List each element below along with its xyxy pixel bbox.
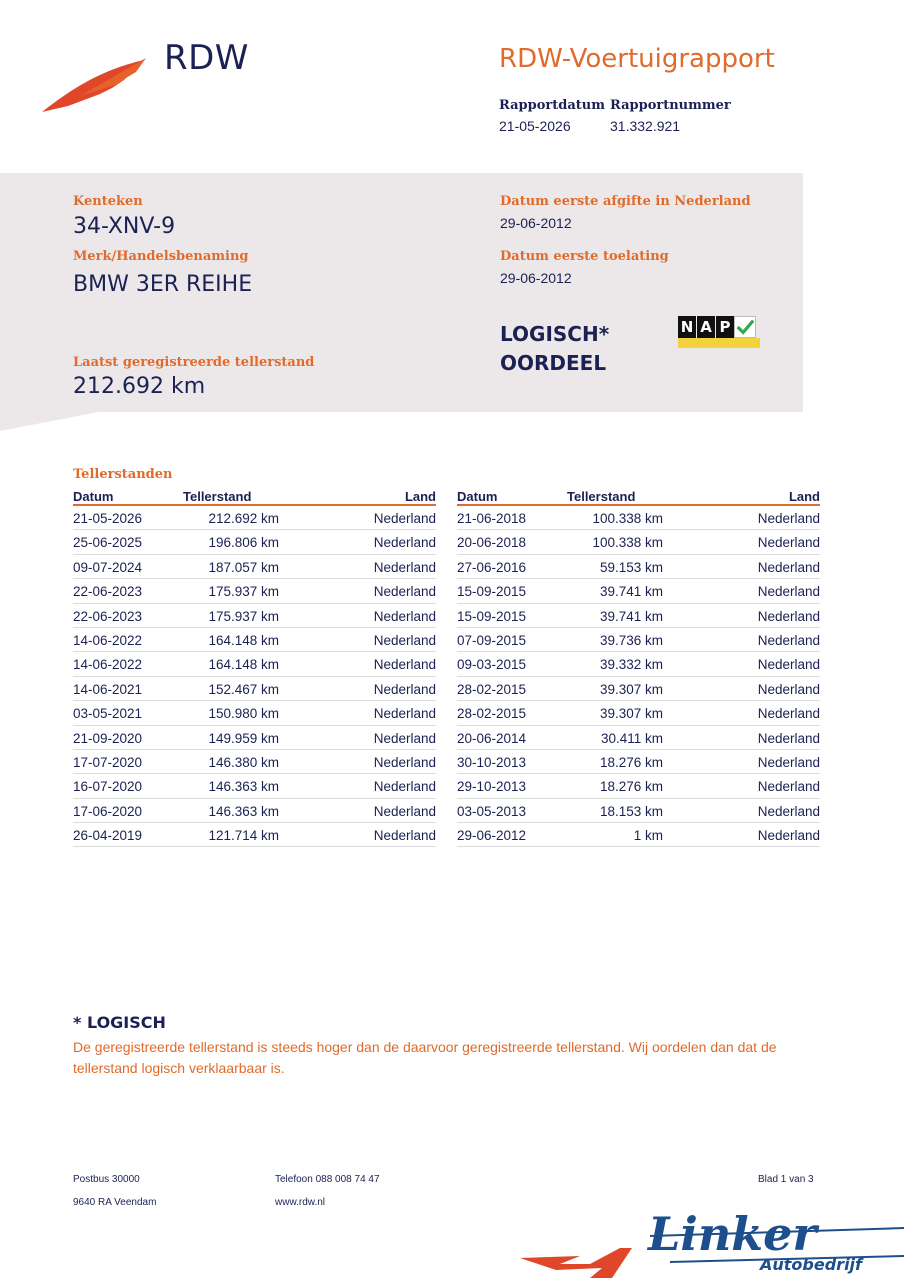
reading-country: Nederland (373, 779, 436, 795)
reading-country: Nederland (757, 584, 820, 600)
readings-table-right (457, 489, 820, 847)
reading-country: Nederland (757, 706, 820, 722)
reading-country: Nederland (757, 779, 820, 795)
table-row (73, 579, 436, 603)
reading-country: Nederland (757, 511, 820, 526)
reading-date: 29-06-2012 (457, 828, 527, 844)
reading-date: 03-05-2021 (73, 706, 143, 722)
reading-km: 39.332 km (599, 657, 663, 673)
table-header (457, 489, 820, 506)
col-country: Land (788, 489, 820, 504)
reading-km: 30.411 km (600, 730, 663, 746)
reading-country: Nederland (373, 608, 436, 624)
reading-country: Nederland (757, 803, 820, 819)
plate-label: Kenteken (73, 194, 143, 209)
verdict-line-2: OORDEEL (500, 351, 607, 375)
reading-date: 14-06-2022 (73, 632, 143, 648)
note-title: * LOGISCH (73, 1013, 166, 1032)
reading-date: 14-06-2021 (73, 681, 143, 697)
footer-web[interactable]: www.rdw.nl (275, 1197, 326, 1208)
reading-date: 30-10-2013 (457, 754, 527, 770)
reading-km: 39.741 km (599, 608, 663, 624)
table-row (73, 823, 436, 847)
table-row (457, 652, 820, 676)
reading-km: 59.153 km (599, 559, 663, 575)
reading-country: Nederland (373, 730, 436, 746)
reading-km: 152.467 km (208, 681, 279, 697)
col-country: Land (404, 489, 436, 504)
table-row (73, 530, 436, 554)
reading-km: 100.338 km (592, 511, 663, 526)
report-number: 31.332.921 (610, 118, 681, 134)
footer-postbus: Postbus 30000 (73, 1174, 140, 1185)
reading-country: Nederland (373, 828, 436, 844)
table-row (73, 726, 436, 750)
reading-date: 29-10-2013 (457, 779, 527, 795)
reading-date: 28-02-2015 (457, 706, 527, 722)
reading-date: 26-04-2019 (73, 828, 143, 844)
dealer-logo (520, 1198, 904, 1280)
table-row (457, 701, 820, 725)
table-row (73, 750, 436, 774)
reading-km: 212.692 km (208, 511, 279, 526)
col-date: Datum (73, 489, 114, 504)
reading-km: 149.959 km (208, 730, 279, 746)
reading-date: 27-06-2016 (457, 559, 527, 575)
reading-country: Nederland (757, 828, 820, 844)
first-issue-value: 29-06-2012 (500, 215, 572, 231)
reading-country: Nederland (757, 657, 820, 673)
reading-km: 39.741 km (599, 584, 663, 600)
reading-country: Nederland (373, 803, 436, 819)
readings-table-left (73, 489, 436, 847)
reading-date: 25-06-2025 (73, 535, 143, 551)
reading-km: 150.980 km (208, 706, 279, 722)
reading-km: 18.153 km (599, 803, 663, 819)
table-row (457, 774, 820, 798)
reading-date: 21-05-2026 (73, 511, 143, 526)
nap-badge (678, 316, 760, 348)
table-row (73, 555, 436, 579)
reading-country: Nederland (373, 559, 436, 575)
dealer-name: Linker (648, 1207, 817, 1261)
first-admission-value: 29-06-2012 (500, 270, 572, 286)
footer-page: Blad 1 van 3 (758, 1174, 814, 1185)
report-number-label: Rapportnummer (610, 98, 731, 113)
table-row (457, 506, 820, 530)
reading-date: 09-03-2015 (457, 657, 527, 673)
col-km: Tellerstand (183, 489, 252, 504)
nap-letter-p: P (716, 316, 734, 338)
make-label: Merk/Handelsbenaming (73, 249, 249, 264)
table-row (73, 604, 436, 628)
summary-panel-tail (0, 411, 104, 431)
reading-date: 03-05-2013 (457, 803, 527, 819)
check-icon (734, 316, 756, 338)
reading-km: 146.363 km (208, 803, 279, 819)
reading-km: 164.148 km (208, 657, 279, 673)
reading-country: Nederland (757, 535, 820, 551)
table-row (73, 652, 436, 676)
odometer-value: 212.692 km (73, 374, 206, 399)
table-row (457, 530, 820, 554)
reading-date: 21-06-2018 (457, 511, 527, 526)
report-date-label: Rapportdatum (499, 98, 605, 113)
reading-km: 187.057 km (208, 559, 279, 575)
report-date: 21-05-2026 (499, 118, 571, 134)
col-km: Tellerstand (567, 489, 636, 504)
table-row (73, 506, 436, 530)
table-row (73, 799, 436, 823)
reading-country: Nederland (373, 535, 436, 551)
reading-km: 164.148 km (208, 632, 279, 648)
reading-date: 09-07-2024 (73, 559, 143, 575)
reading-date: 15-09-2015 (457, 608, 527, 624)
reading-country: Nederland (373, 584, 436, 600)
reading-country: Nederland (757, 559, 820, 575)
footer-city: 9640 RA Veendam (73, 1197, 157, 1208)
nap-letter-a: A (697, 316, 715, 338)
reading-km: 175.937 km (208, 608, 279, 624)
col-date: Datum (457, 489, 498, 504)
table-row (73, 774, 436, 798)
reading-country: Nederland (373, 657, 436, 673)
reading-date: 22-06-2023 (73, 608, 143, 624)
reading-date: 16-07-2020 (73, 779, 143, 795)
reading-country: Nederland (373, 511, 436, 526)
reading-country: Nederland (757, 730, 820, 746)
nap-letter-n: N (678, 316, 696, 338)
dealer-sub: Autobedrijf (760, 1255, 862, 1274)
reading-country: Nederland (757, 632, 820, 648)
table-row (457, 604, 820, 628)
reading-date: 21-09-2020 (73, 730, 143, 746)
reading-date: 22-06-2023 (73, 584, 143, 600)
reading-country: Nederland (373, 754, 436, 770)
reading-km: 146.363 km (208, 779, 279, 795)
table-row (73, 628, 436, 652)
footer-phone: Telefoon 088 008 74 47 (275, 1174, 380, 1185)
reading-km: 196.806 km (208, 535, 279, 551)
reading-km: 39.736 km (599, 632, 663, 648)
first-admission-label: Datum eerste toelating (500, 249, 669, 264)
table-row (457, 799, 820, 823)
first-issue-label: Datum eerste afgifte in Nederland (500, 194, 751, 209)
table-row (457, 555, 820, 579)
plate-value: 34-XNV-9 (73, 214, 176, 239)
report-number-block (610, 98, 731, 134)
nap-strip (678, 338, 760, 348)
reading-country: Nederland (757, 754, 820, 770)
report-title: RDW-Voertuigrapport (499, 44, 775, 74)
table-row (73, 701, 436, 725)
reading-date: 14-06-2022 (73, 657, 143, 673)
make-value: BMW 3ER REIHE (73, 272, 253, 297)
table-row (457, 726, 820, 750)
verdict-line-1: LOGISCH* (500, 322, 610, 346)
verdict (500, 320, 609, 378)
reading-km: 18.276 km (599, 779, 663, 795)
report-date-block (499, 98, 605, 134)
table-row (73, 677, 436, 701)
reading-km: 1 km (633, 828, 663, 844)
reading-date: 15-09-2015 (457, 584, 527, 600)
note-text: De geregistreerde tellerstand is steeds hoger dan de daarvoor geregistreerde tellerstand. Wij oordelen dan dat de tellerstand logisch verklaarbaar is. (73, 1039, 777, 1076)
reading-km: 39.307 km (599, 681, 663, 697)
table-row (457, 823, 820, 847)
reading-country: Nederland (757, 608, 820, 624)
readings-title: Tellerstanden (73, 467, 173, 482)
reading-date: 17-06-2020 (73, 803, 143, 819)
reading-km: 146.380 km (208, 754, 279, 770)
rows-right (457, 506, 820, 847)
brand-name: RDW (164, 38, 249, 78)
reading-km: 100.338 km (592, 535, 663, 551)
odometer-label: Laatst geregistreerde tellerstand (73, 355, 315, 370)
table-header (73, 489, 436, 506)
table-row (457, 677, 820, 701)
reading-date: 20-06-2018 (457, 535, 527, 551)
reading-km: 175.937 km (208, 584, 279, 600)
reading-country: Nederland (373, 681, 436, 697)
table-row (457, 579, 820, 603)
table-row (457, 628, 820, 652)
reading-date: 17-07-2020 (73, 754, 143, 770)
reading-country: Nederland (757, 681, 820, 697)
table-row (457, 750, 820, 774)
reading-date: 28-02-2015 (457, 681, 527, 697)
reading-date: 07-09-2015 (457, 632, 527, 648)
reading-date: 20-06-2014 (457, 730, 527, 746)
reading-km: 18.276 km (599, 754, 663, 770)
reading-km: 121.714 km (208, 828, 279, 844)
reading-km: 39.307 km (599, 706, 663, 722)
rows-left (73, 506, 436, 847)
reading-country: Nederland (373, 632, 436, 648)
reading-country: Nederland (373, 706, 436, 722)
